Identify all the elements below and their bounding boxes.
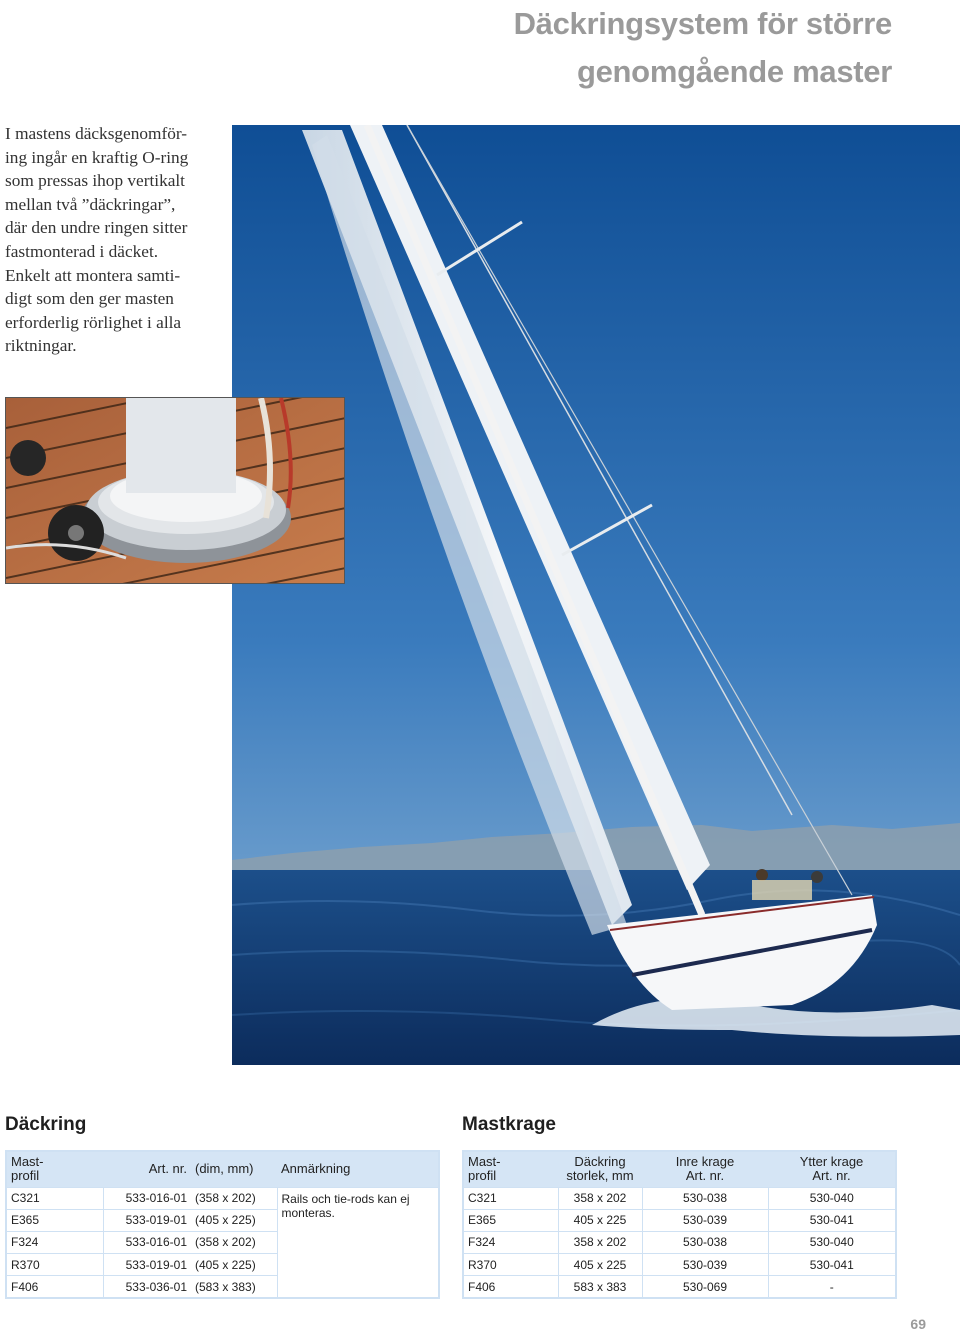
cell-dim: (358 x 202) (191, 1187, 277, 1209)
intro-line: där den undre ringen sitter (5, 218, 188, 238)
cell-size: 405 x 225 (558, 1209, 642, 1231)
cell-mastprofil: R370 (6, 1254, 103, 1276)
cell-mastprofil: R370 (463, 1254, 558, 1276)
sailboat-photo (232, 125, 960, 1065)
table-header-row (463, 1151, 896, 1187)
page-title-line-1: Däckringsystem för större (513, 6, 892, 41)
cell-outer: 530-040 (768, 1231, 896, 1253)
cell-anmarkning: Rails och tie-rods kan ej monteras. (277, 1187, 439, 1298)
cell-mastprofil: C321 (6, 1187, 103, 1209)
cell-mastprofil: F406 (6, 1276, 103, 1298)
intro-line: erforderlig rörlighet i alla (5, 312, 182, 332)
cell-outer: 530-041 (768, 1209, 896, 1231)
cell-inner: 530-038 (642, 1187, 768, 1209)
col-header-anmarkning: Anmärkning (277, 1151, 439, 1187)
col-header-mastprofil: Mast- profil (6, 1151, 103, 1187)
table-row (463, 1187, 896, 1209)
cell-inner: 530-069 (642, 1276, 768, 1298)
page-title-line-2: genomgående master (576, 54, 892, 89)
intro-line: Enkelt att montera samti- (5, 265, 181, 285)
table-row (6, 1187, 439, 1209)
cell-inner: 530-039 (642, 1254, 768, 1276)
table-row (463, 1209, 896, 1231)
cell-dim: (583 x 383) (191, 1276, 277, 1298)
cell-inner: 530-039 (642, 1209, 768, 1231)
cell-outer: 530-040 (768, 1187, 896, 1209)
col-header-dim: (dim, mm) (191, 1151, 277, 1187)
deck-ring-photo (5, 397, 345, 584)
cell-mastprofil: F324 (463, 1231, 558, 1253)
table-row (463, 1254, 896, 1276)
cell-size: 405 x 225 (558, 1254, 642, 1276)
cell-mastprofil: F324 (6, 1231, 103, 1253)
cell-dim: (358 x 202) (191, 1231, 277, 1253)
col-header-outer-collar: Ytter krage Art. nr. (768, 1151, 896, 1187)
cell-size: 583 x 383 (558, 1276, 642, 1298)
intro-line: I mastens däcksgenomför- (5, 124, 188, 143)
cell-outer: 530-041 (768, 1254, 896, 1276)
table-row (463, 1276, 896, 1298)
mastkrage-heading: Mastkrage (462, 1114, 556, 1135)
intro-line: mellan två ”däckringar”, (5, 194, 176, 214)
cell-artnr: 533-036-01 (103, 1276, 191, 1298)
intro-line: fastmonterad i däcket. (5, 241, 159, 261)
cell-dim: (405 x 225) (191, 1209, 277, 1231)
table-header-row (6, 1151, 439, 1187)
intro-line: digt som den ger masten (5, 289, 174, 309)
cell-inner: 530-038 (642, 1231, 768, 1253)
cell-size: 358 x 202 (558, 1187, 642, 1209)
cell-dim: (405 x 225) (191, 1254, 277, 1276)
intro-line: riktningar. (5, 336, 77, 356)
page-title (514, 0, 892, 96)
page-number: 69 (910, 1316, 926, 1332)
intro-line: som pressas ihop vertikalt (5, 171, 185, 191)
col-header-deckring-size: Däckring storlek, mm (558, 1151, 642, 1187)
col-header-inner-collar: Inre krage Art. nr. (642, 1151, 768, 1187)
cell-size: 358 x 202 (558, 1231, 642, 1253)
col-header-artnr: Art. nr. (103, 1151, 191, 1187)
intro-line: ing ingår en kraftig O-ring (5, 147, 189, 167)
intro-text (5, 122, 227, 358)
cell-outer: - (768, 1276, 896, 1298)
table-row (463, 1231, 896, 1253)
cell-artnr: 533-019-01 (103, 1209, 191, 1231)
cell-mastprofil: C321 (463, 1187, 558, 1209)
deckring-heading: Däckring (5, 1114, 87, 1135)
col-header-mastprofil: Mast- profil (463, 1151, 558, 1187)
cell-artnr: 533-016-01 (103, 1187, 191, 1209)
deckring-table (5, 1150, 440, 1299)
cell-mastprofil: E365 (463, 1209, 558, 1231)
mastkrage-table (462, 1150, 897, 1299)
cell-mastprofil: E365 (6, 1209, 103, 1231)
cell-mastprofil: F406 (463, 1276, 558, 1298)
cell-artnr: 533-019-01 (103, 1254, 191, 1276)
cell-artnr: 533-016-01 (103, 1231, 191, 1253)
